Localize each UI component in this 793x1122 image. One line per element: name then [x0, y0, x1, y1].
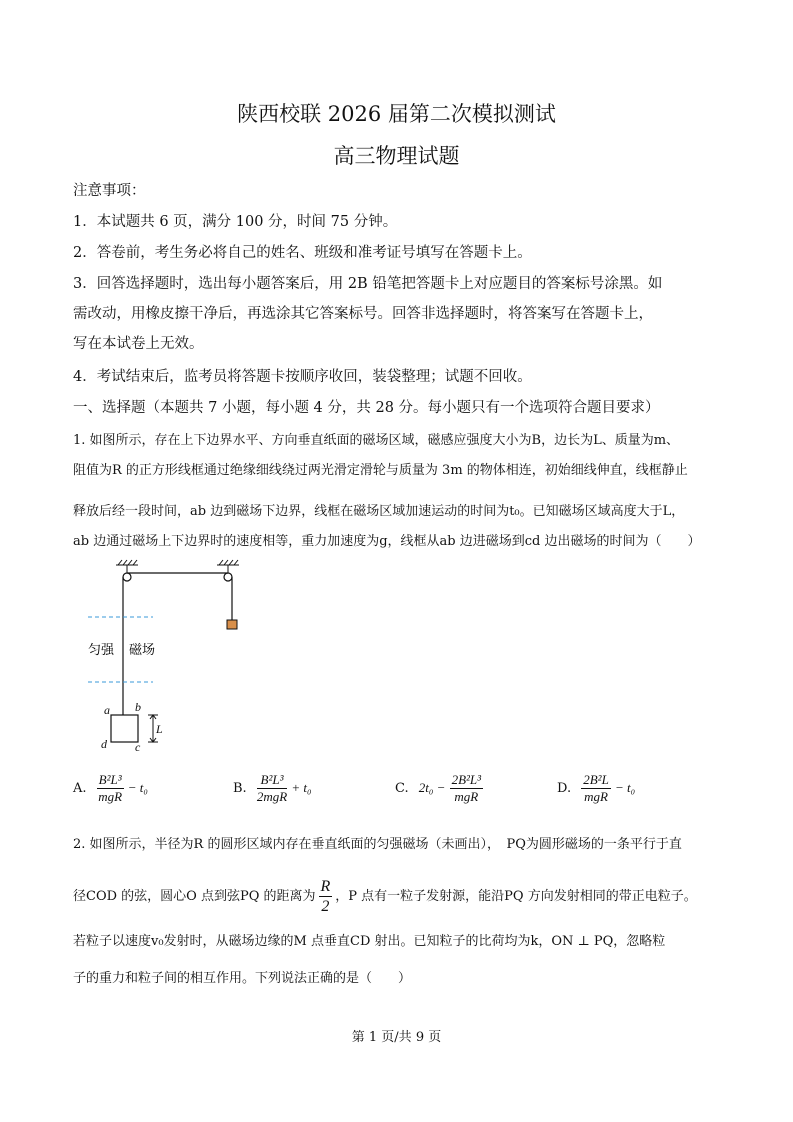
option-a[interactable]: A. $\frac{\text{B²L³}}{\text{mgR}}$ − t₀: [73, 772, 148, 804]
option-d[interactable]: D. $\frac{\text{2B²L}}{\text{mgR}}$ − t₀: [557, 772, 636, 804]
option-letter: A.: [73, 781, 87, 796]
q2-text: 2. 如图所示，半径为R 的圆形区域内存在垂直纸面的匀强磁场（未画出）， PQ为圆形磁场的一条平行于直: [73, 837, 682, 852]
q2-text: 径COD 的弦，圆心O 点到弦PQ 的距离为 $\frac{R}{2}$ ，P 点有一粒子发射源，能沿PQ 方向发射相同的带正电粒子。: [73, 878, 697, 915]
frac-2: 2: [321, 898, 330, 915]
q2-text: 若粒子以速度v₀发射时，从磁场边缘的M 点垂直CD 射出。已知粒子的比荷均为k，ON ⊥ PQ，忽略粒: [73, 934, 666, 949]
page-number: 第 1 页/共 9 页: [351, 1030, 442, 1045]
corner-d: d: [101, 737, 107, 751]
q1-figure: [80, 558, 260, 753]
notice-item: 写在本试卷上无效。: [73, 336, 204, 352]
exam-subtitle: 高三物理试题: [333, 144, 460, 168]
exam-title: 陕西校联 2026 届第二次模拟测试: [237, 102, 556, 126]
notice-item: 需改动，用橡皮擦干净后，再选涂其它答案标号。回答非选择题时，将答案写在答题卡上，: [73, 306, 653, 322]
q1-text: 阻值为R 的正方形线框通过绝缘细线绕过两光滑定滑轮与质量为 3m 的物体相连，初始细线伸直，线框静止: [73, 463, 688, 478]
section-heading: 一、选择题（本题共 7 小题，每小题 4 分，共 28 分。每小题只有一个选项符合题目要求）: [73, 400, 660, 416]
square-coil: [111, 715, 138, 742]
notice-item: 1．本试题共 6 页，满分 100 分，时间 75 分钟。: [73, 214, 398, 230]
q1-text: 释放后经一段时间，ab 边到磁场下边界，线框在磁场区域加速运动的时间为t₀。已知磁场区域高度大于L，: [73, 504, 685, 519]
weight-block: [227, 620, 237, 629]
notice-item: 4．考试结束后，监考员将答题卡按顺序收回，装袋整理；试题不回收。: [73, 369, 532, 385]
q1-text: 1. 如图所示，存在上下边界水平、方向垂直纸面的磁场区域，磁感应强度大小为B，边长为L、质量为m、: [73, 433, 680, 448]
q1-text: ab 边通过磁场上下边界时的速度相等，重力加速度为g，线框从ab 边进磁场到cd 边出磁场的时间为（ ）: [73, 534, 701, 549]
notice-item: 2．答卷前，考生务必将自己的姓名、班级和准考证号填写在答题卡上。: [73, 245, 532, 261]
option-letter: C.: [395, 781, 409, 796]
corner-a: a: [104, 703, 110, 717]
corner-b: b: [135, 700, 141, 714]
q2-text: 子的重力和粒子间的相互作用。下列说法正确的是（ ）: [73, 971, 412, 986]
field-label-right: 磁场: [129, 643, 156, 658]
option-letter: B.: [233, 781, 247, 796]
corner-c: c: [135, 740, 141, 753]
frac-R: R: [320, 878, 331, 895]
option-letter: D.: [557, 781, 572, 796]
option-b[interactable]: B. $\frac{\text{B²L³}}{\text{2mgR}}$ + t₀: [233, 772, 312, 804]
field-label-left: 匀强: [88, 643, 115, 658]
option-c[interactable]: C. 2t₀ − $\frac{\text{2B²L³}}{\text{mgR}}$: [395, 772, 482, 804]
side-L: L: [156, 722, 163, 736]
notice-item: 3．回答选择题时，选出每小题答案后，用 2B 铅笔把答题卡上对应题目的答案标号涂黑。如: [73, 276, 663, 292]
pulley-icon: [123, 573, 232, 581]
notice-heading: 注意事项：: [73, 183, 146, 199]
